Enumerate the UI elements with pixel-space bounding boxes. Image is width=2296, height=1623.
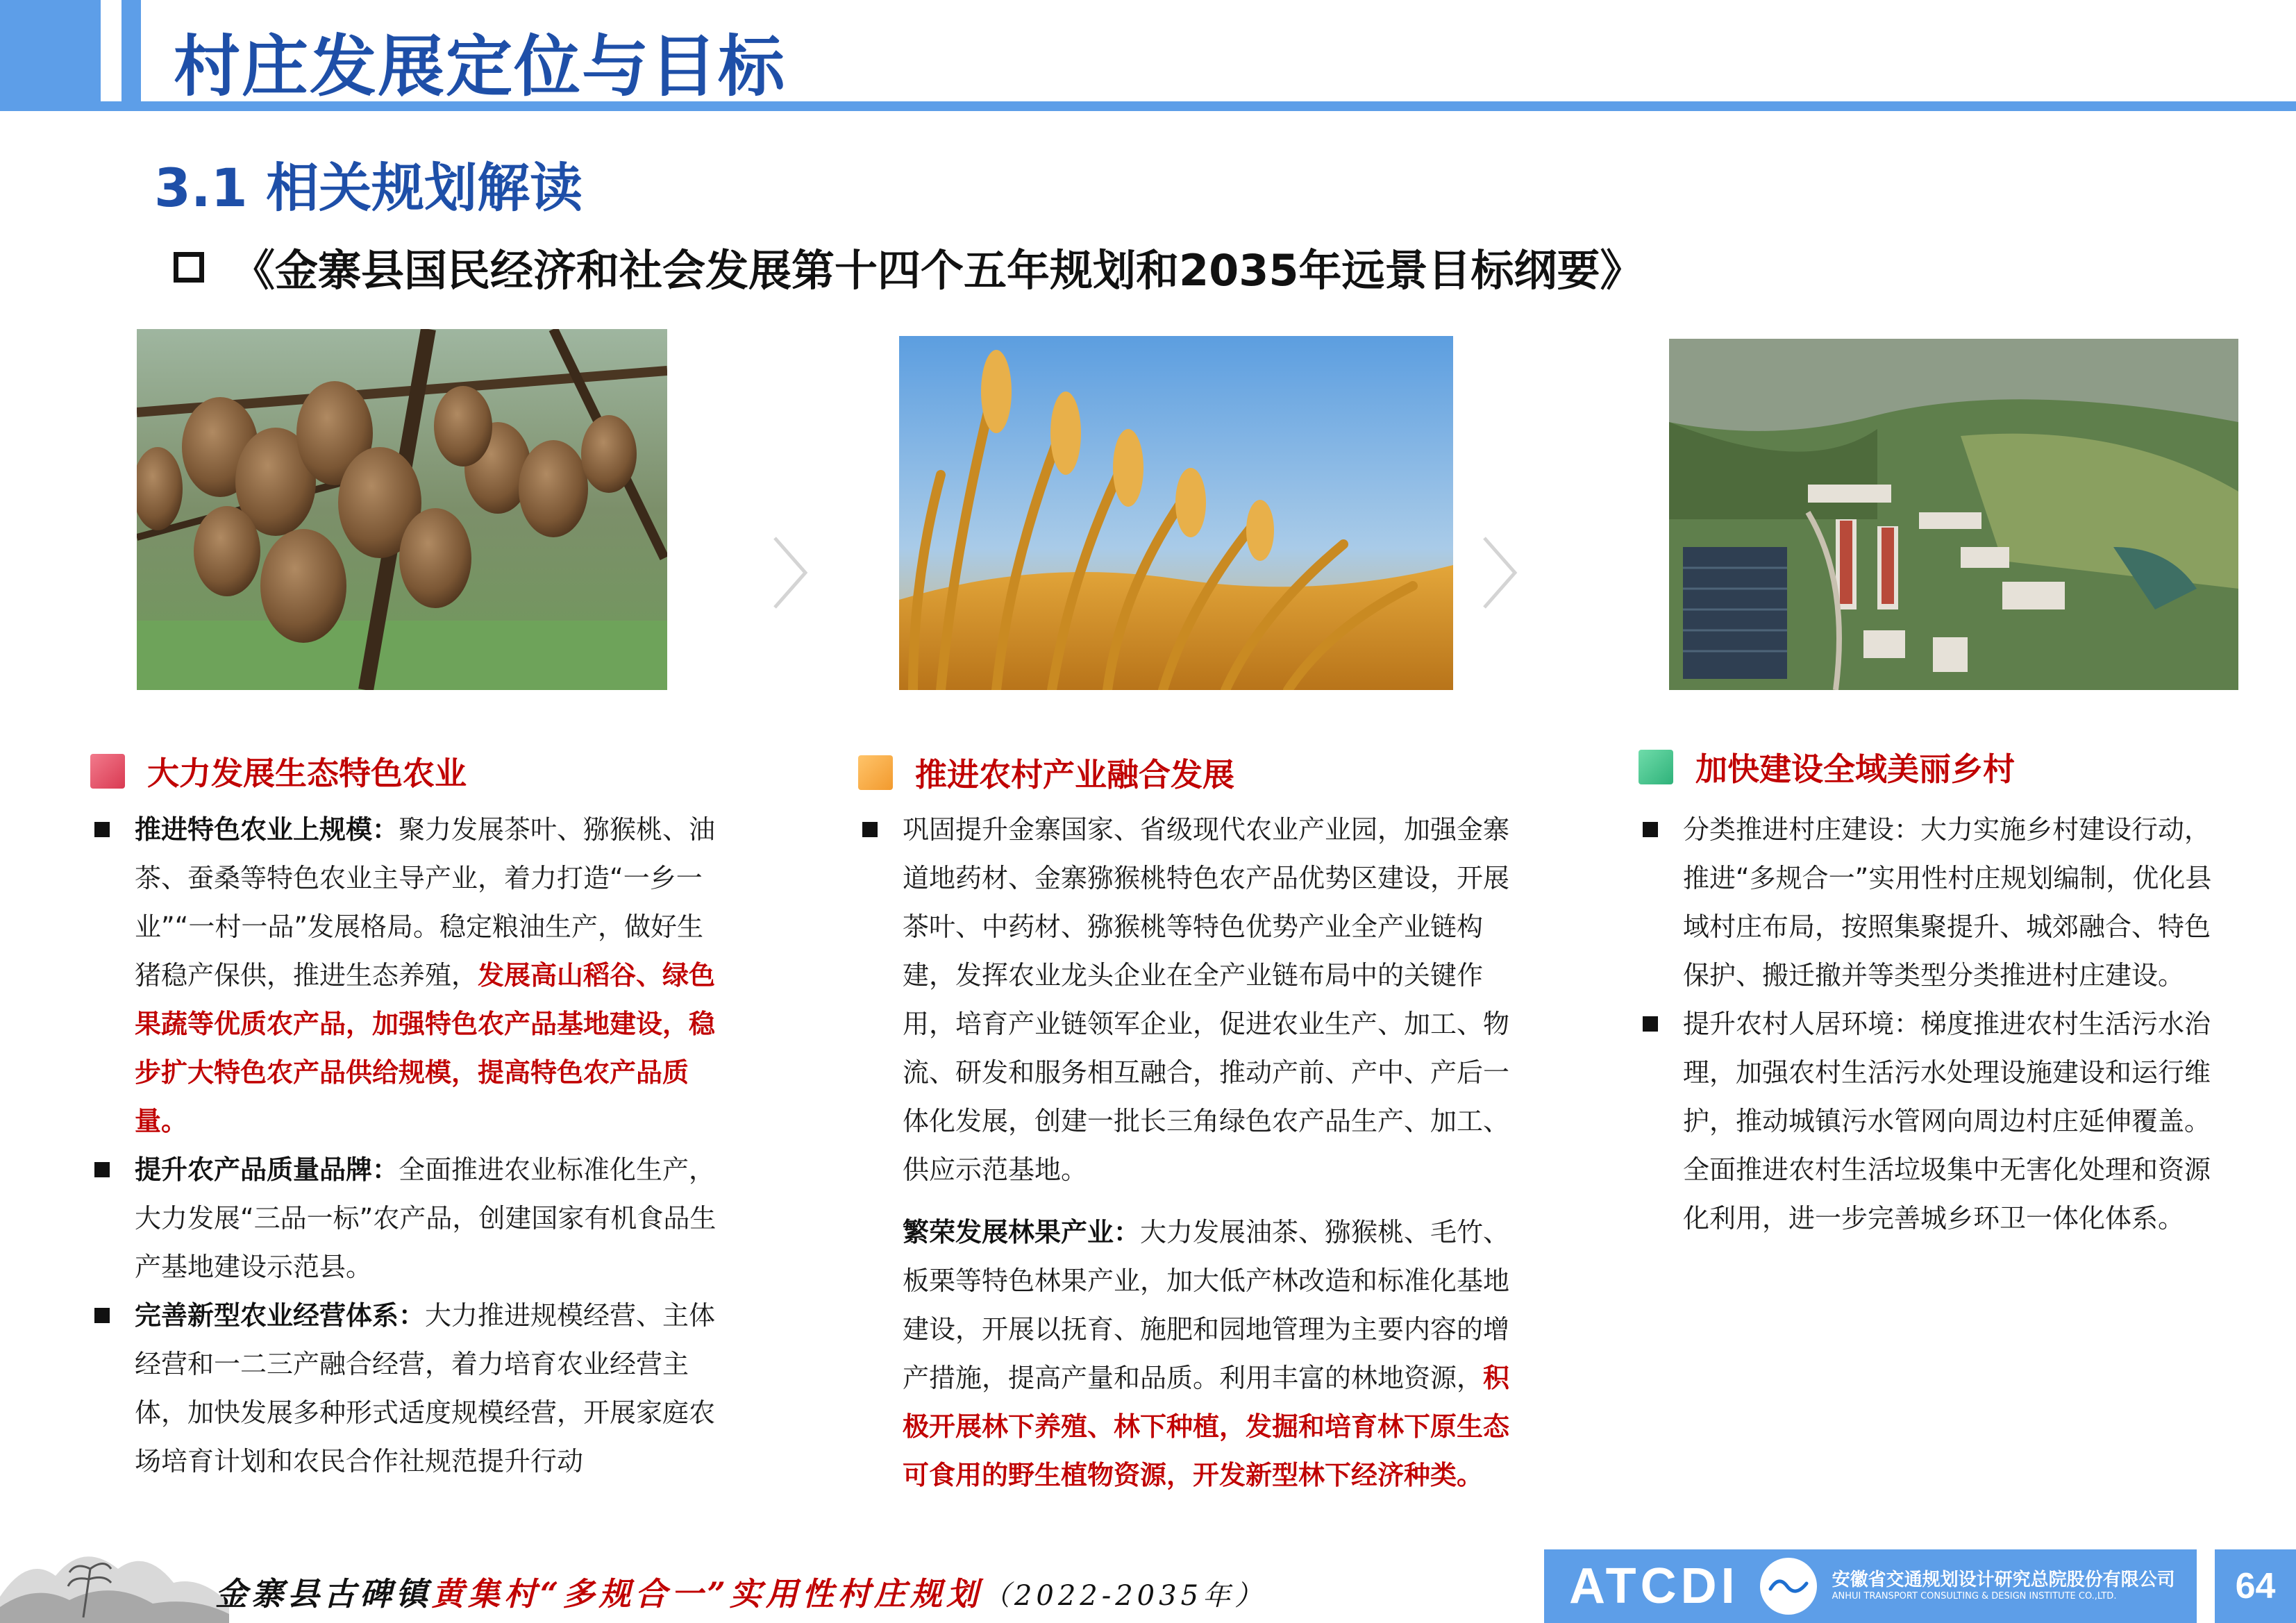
column-heading-village xyxy=(1639,744,2015,790)
item-lead: 推进特色农业上规模： xyxy=(135,814,399,845)
item-text: 大力发展油茶、猕猴桃、毛竹、板栗等特色林果产业，加大低产林改造和标准化基地建设，开展以抚育、施肥和园地管理为主要内容的增产措施，提高产量和品质。利用丰富的林地资源， xyxy=(903,1217,1510,1393)
chevron-right-icon xyxy=(769,535,811,611)
pink-square-icon xyxy=(90,754,125,789)
header-accent-block xyxy=(0,0,101,101)
column-heading-text: 推进农村产业融合发展 xyxy=(915,756,1234,793)
list-item xyxy=(858,805,1518,1194)
item-text: 分类推进村庄建设：大力实施乡村建设行动，推进“多规合一”实用性村庄规划编制，优化县域村庄布局，按照集聚提升、城郊融合、特色保护、搬迁撤并等类型分类推进村庄建设。 xyxy=(1683,814,2212,991)
company-name: 安徽省交通规划设计研究总院股份有限公司 ANHUI TRANSPORT CONSULTING & DESIGN INSTITUTE CO.,LTD. xyxy=(1832,1570,2175,1601)
list-item xyxy=(90,1145,729,1291)
item-highlight: 发展高山稻谷、绿色果蔬等优质农产品，加强特色农产品基地建设，稳步扩大特色农产品供给规模，提高特色农产品质量。 xyxy=(135,960,716,1136)
company-logo xyxy=(1544,1549,2197,1623)
village-aerial-photo xyxy=(1669,339,2238,690)
square-bullet-icon xyxy=(1643,822,1658,837)
square-bullet-icon xyxy=(94,1162,110,1177)
orange-square-icon xyxy=(858,755,893,790)
header-accent-bar xyxy=(121,0,141,101)
item-text: 全面推进农业标准化生产，大力发展“三品一标”农产品，创建国家有机食品生产基地建设示范县。 xyxy=(135,1154,717,1282)
column-agriculture xyxy=(90,805,729,1486)
item-lead: 完善新型农业经营体系： xyxy=(135,1300,426,1331)
column-heading-text: 加快建设全域美丽乡村 xyxy=(1695,750,2015,788)
chevron-right-icon xyxy=(1479,535,1520,611)
square-bullet-icon xyxy=(94,1308,110,1323)
square-bullet-icon xyxy=(862,822,878,837)
subtitle-text: 《金寨县国民经济和社会发展第十四个五年规划和2035年远景目标纲要》 xyxy=(232,245,1643,296)
section-title: 3.1 相关规划解读 xyxy=(154,157,583,219)
green-square-icon xyxy=(1639,750,1673,784)
logo-wordmark: ATCDI xyxy=(1569,1558,1739,1614)
square-bullet-icon xyxy=(1643,1016,1658,1032)
list-item xyxy=(1639,805,2236,1000)
wave-logo-icon xyxy=(1760,1558,1817,1615)
column-heading-industry xyxy=(858,750,1234,796)
page-title: 村庄发展定位与目标 xyxy=(174,28,786,106)
list-item xyxy=(90,1291,729,1486)
list-item xyxy=(1639,1000,2236,1243)
square-bullet-icon xyxy=(174,252,204,283)
square-bullet-icon xyxy=(94,822,110,837)
list-item xyxy=(90,805,729,1145)
item-text: 聚力发展茶叶、猕猴桃、油茶、蚕桑等特色农业主导产业，着力打造“一乡一业”“一村一品”发展格局。稳定粮油生产，做好生猪稳产保供，推进生态养殖， xyxy=(135,814,716,991)
column-heading-text: 大力发展生态特色农业 xyxy=(147,755,467,792)
item-lead: 繁荣发展林果产业： xyxy=(903,1217,1141,1247)
item-text: 提升农村人居环境：梯度推进农村生活污水治理，加强农村生活污水处理设施建设和运行维护，推动城镇污水管网向周边村庄延伸覆盖。全面推进农村生活垃圾集中无害化处理和资源化利用，进一步完善城乡环卫一体化体系。 xyxy=(1683,1009,2211,1234)
column-village xyxy=(1639,805,2236,1243)
footer-title: 金寨县古碑镇黄集村“多规合一”实用性村庄规划（2022-2035年） xyxy=(215,1575,1267,1613)
section-subtitle xyxy=(174,236,1643,298)
item-text: 巩固提升金寨国家、省级现代农业产业园，加强金寨道地药材、金寨猕猴桃特色农产品优势区建设，开展茶叶、中药材、猕猴桃等特色优势产业全产业链构建，发挥农业龙头企业在全产业链布局中的关键作用，培育产业链领军企业，促进农业生产、加工、物流、研发和服务相互融合，推动产前、产中、产后一体化发展，创建一批长三角绿色农产品生产、加工、供应示范基地。 xyxy=(903,814,1510,1185)
list-item xyxy=(858,1208,1518,1499)
item-lead: 提升农产品质量品牌： xyxy=(135,1154,399,1185)
page-number: 64 xyxy=(2215,1549,2296,1623)
column-heading-agriculture xyxy=(90,748,467,794)
ink-landscape-icon xyxy=(0,1513,229,1623)
item-highlight: 积极开展林下养殖、林下种植，发掘和培育林下原生态可食用的野生植物资源，开发新型林下经济种类。 xyxy=(903,1363,1510,1490)
kiwi-fruit-photo xyxy=(137,329,667,690)
column-industry xyxy=(858,805,1518,1499)
item-text: 大力推进规模经营、主体经营和一二三产融合经营，着力培育农业经营主体，加快发展多种形式适度规模经营，开展家庭农场培育计划和农民合作社规范提升行动 xyxy=(135,1300,716,1477)
rice-field-photo xyxy=(899,336,1453,690)
